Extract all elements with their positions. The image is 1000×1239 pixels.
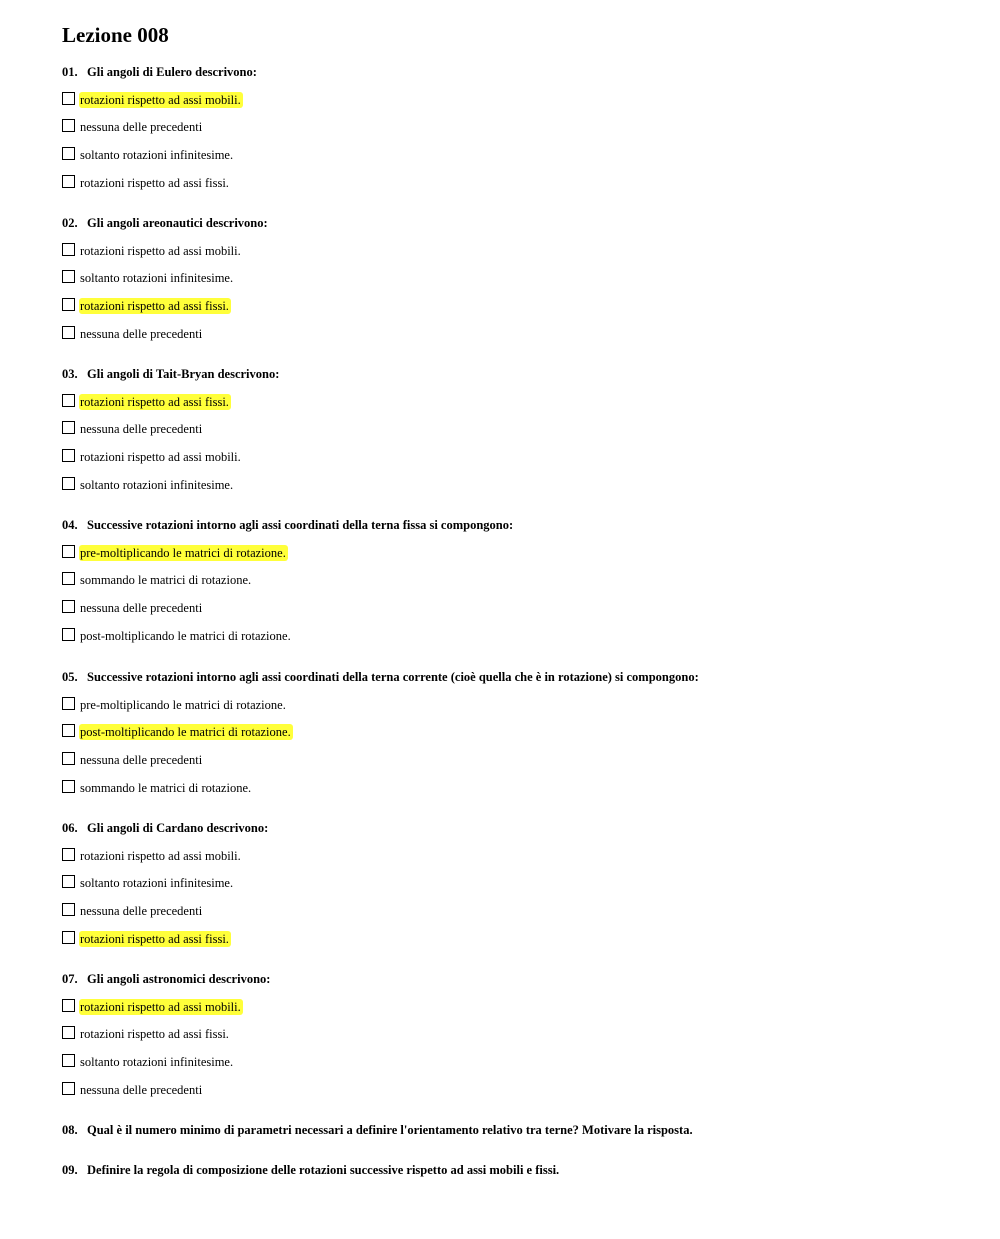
answer-option[interactable] (62, 298, 962, 314)
answer-option-label: pre-moltiplicando le matrici di rotazione. (80, 697, 286, 712)
answer-option[interactable] (62, 903, 962, 919)
answer-option-label: nessuna delle precedenti (80, 120, 203, 135)
checkbox[interactable] (62, 477, 75, 490)
question-text (62, 64, 962, 80)
question-number: 07. (62, 972, 78, 986)
page-title: Lezione 008 (62, 23, 169, 47)
answer-option[interactable] (62, 119, 962, 135)
answer-option-label: soltanto rotazioni infinitesime. (80, 271, 234, 286)
answer-option[interactable] (62, 600, 962, 616)
question-label: Successive rotazioni intorno agli assi coordinati della terna fissa si compongono: (87, 518, 514, 532)
checkbox[interactable] (62, 175, 75, 188)
question-label: Gli angoli astronomici descrivono: (87, 972, 271, 986)
answer-option-label: soltanto rotazioni infinitesime. (80, 148, 234, 163)
answer-option-label: post-moltiplicando le matrici di rotazione. (80, 725, 291, 740)
checkbox[interactable] (62, 572, 75, 585)
answer-option-label: rotazioni rispetto ad assi fissi. (80, 1027, 229, 1042)
answer-option-label: rotazioni rispetto ad assi mobili. (80, 92, 241, 107)
checkbox[interactable] (62, 92, 75, 105)
answer-option-label: nessuna delle precedenti (80, 753, 203, 768)
checkbox[interactable] (62, 147, 75, 160)
checkbox[interactable] (62, 931, 75, 944)
checkbox[interactable] (62, 875, 75, 888)
checkbox[interactable] (62, 298, 75, 311)
answer-option-label: soltanto rotazioni infinitesime. (80, 1055, 234, 1070)
answer-option-label: nessuna delle precedenti (80, 422, 203, 437)
answer-option[interactable] (62, 394, 962, 410)
answer-option-label: nessuna delle precedenti (80, 601, 203, 616)
question-text (62, 366, 962, 382)
answer-option-label: rotazioni rispetto ad assi fissi. (80, 299, 229, 314)
answer-option[interactable] (62, 628, 962, 644)
answer-option[interactable] (62, 147, 962, 163)
question-number: 03. (62, 367, 78, 381)
answer-option-label: rotazioni rispetto ad assi fissi. (80, 175, 229, 190)
checkbox[interactable] (62, 1054, 75, 1067)
answer-option[interactable] (62, 999, 962, 1015)
checkbox[interactable] (62, 545, 75, 558)
answer-option-label: soltanto rotazioni infinitesime. (80, 876, 234, 891)
answer-option-label: rotazioni rispetto ad assi fissi. (80, 931, 229, 946)
question-text (62, 1162, 962, 1178)
checkbox[interactable] (62, 1026, 75, 1039)
checkbox[interactable] (62, 848, 75, 861)
answer-option[interactable] (62, 477, 962, 493)
checkbox[interactable] (62, 724, 75, 737)
question-number: 09. (62, 1163, 78, 1177)
answer-option[interactable] (62, 1026, 962, 1042)
answer-option[interactable] (62, 92, 962, 108)
question-block-04 (62, 517, 962, 644)
answer-option[interactable] (62, 545, 962, 561)
question-label: Qual è il numero minimo di parametri necessari a definire l'orientamento relativo tra terne? Motivare la risposta. (87, 1123, 693, 1137)
question-number: 08. (62, 1123, 78, 1137)
question-number: 01. (62, 65, 78, 79)
answer-option[interactable] (62, 1054, 962, 1070)
checkbox[interactable] (62, 903, 75, 916)
question-block-03 (62, 366, 962, 493)
checkbox[interactable] (62, 243, 75, 256)
checkbox[interactable] (62, 1082, 75, 1095)
question-number: 05. (62, 670, 78, 684)
answer-option-label: pre-moltiplicando le matrici di rotazione. (80, 545, 286, 560)
answer-option-label: rotazioni rispetto ad assi mobili. (80, 243, 241, 258)
answer-option-label: sommando le matrici di rotazione. (80, 573, 252, 588)
checkbox[interactable] (62, 270, 75, 283)
answer-option[interactable] (62, 724, 962, 740)
question-block-08 (62, 1122, 962, 1138)
answer-option-label: nessuna delle precedenti (80, 326, 203, 341)
answer-option[interactable] (62, 326, 962, 342)
answer-option-label: post-moltiplicando le matrici di rotazione. (80, 628, 291, 643)
answer-option-label: soltanto rotazioni infinitesime. (80, 477, 234, 492)
question-block-05 (62, 669, 962, 796)
checkbox[interactable] (62, 999, 75, 1012)
checkbox[interactable] (62, 394, 75, 407)
question-text (62, 669, 962, 685)
question-label: Gli angoli areonautici descrivono: (87, 216, 268, 230)
checkbox[interactable] (62, 752, 75, 765)
question-text (62, 215, 962, 231)
question-block-07 (62, 971, 962, 1098)
answer-option[interactable] (62, 421, 962, 437)
question-text (62, 517, 962, 533)
answer-option[interactable] (62, 931, 962, 947)
question-block-01 (62, 64, 962, 191)
answer-option[interactable] (62, 752, 962, 768)
answer-option[interactable] (62, 449, 962, 465)
checkbox[interactable] (62, 697, 75, 710)
question-block-06 (62, 820, 962, 947)
answer-option-label: rotazioni rispetto ad assi mobili. (80, 999, 241, 1014)
question-block-09 (62, 1162, 962, 1178)
answer-option[interactable] (62, 572, 962, 588)
checkbox[interactable] (62, 119, 75, 132)
checkbox[interactable] (62, 326, 75, 339)
question-number: 04. (62, 518, 78, 532)
answer-option-label: rotazioni rispetto ad assi mobili. (80, 450, 241, 465)
answer-option-label: rotazioni rispetto ad assi mobili. (80, 848, 241, 863)
answer-option-label: sommando le matrici di rotazione. (80, 780, 252, 795)
question-label: Gli angoli di Cardano descrivono: (87, 821, 269, 835)
answer-option[interactable] (62, 697, 962, 713)
checkbox[interactable] (62, 449, 75, 462)
checkbox[interactable] (62, 628, 75, 641)
answer-option[interactable] (62, 848, 962, 864)
question-text (62, 820, 962, 836)
question-label: Successive rotazioni intorno agli assi coordinati della terna corrente (cioè quella che è in rotazione) si compongono: (87, 670, 699, 684)
question-number: 02. (62, 216, 78, 230)
answer-option[interactable] (62, 875, 962, 891)
answer-option[interactable] (62, 270, 962, 286)
checkbox[interactable] (62, 421, 75, 434)
checkbox[interactable] (62, 780, 75, 793)
answer-option-label: nessuna delle precedenti (80, 1082, 203, 1097)
question-text (62, 1122, 962, 1138)
checkbox[interactable] (62, 600, 75, 613)
answer-option[interactable] (62, 175, 962, 191)
answer-option-label: rotazioni rispetto ad assi fissi. (80, 394, 229, 409)
question-label: Gli angoli di Tait-Bryan descrivono: (87, 367, 280, 381)
question-text (62, 971, 962, 987)
question-label: Gli angoli di Eulero descrivono: (87, 65, 257, 79)
question-block-02 (62, 215, 962, 342)
answer-option[interactable] (62, 1082, 962, 1098)
answer-option-label: nessuna delle precedenti (80, 904, 203, 919)
question-number: 06. (62, 821, 78, 835)
answer-option[interactable] (62, 780, 962, 796)
answer-option[interactable] (62, 243, 962, 259)
question-label: Definire la regola di composizione delle rotazioni successive rispetto ad assi mobili e fissi. (87, 1163, 560, 1177)
